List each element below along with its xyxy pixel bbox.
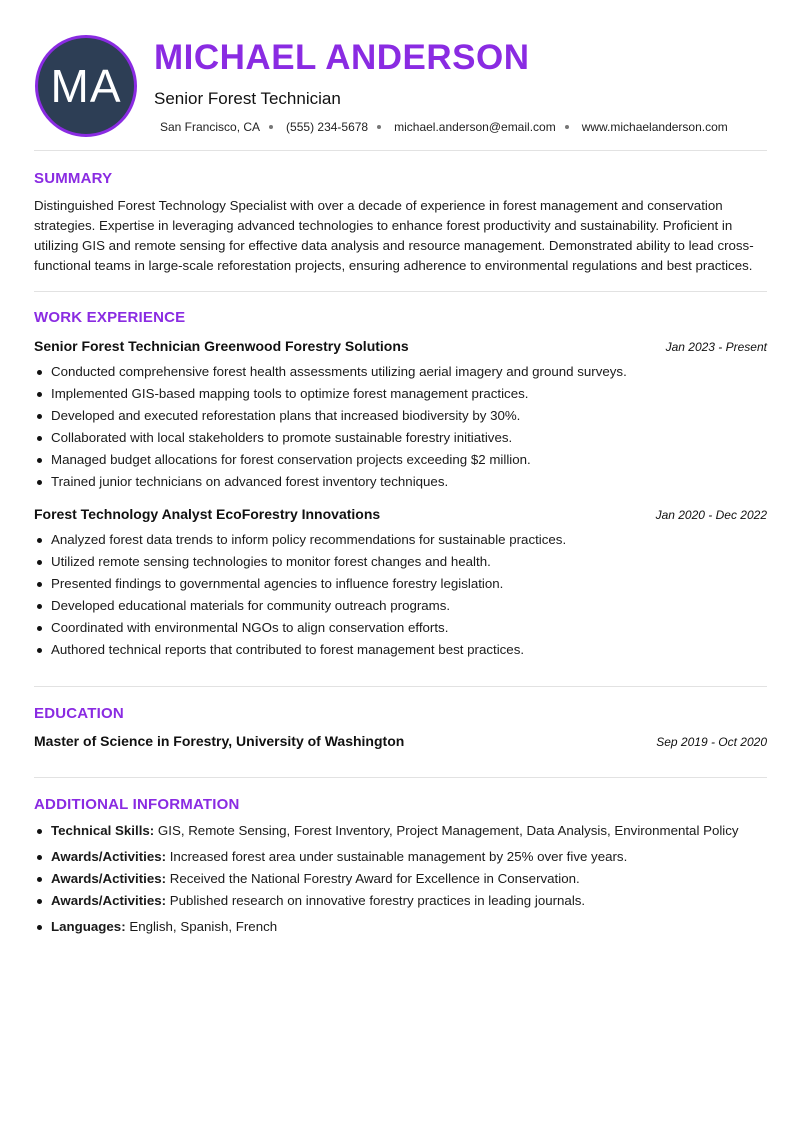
contact-bar [160,120,728,134]
list-item [34,916,767,938]
job-header [34,338,767,354]
list-item: Utilized remote sensing technologies to monitor forest changes and health. [34,551,767,573]
list-item: Collaborated with local stakeholders to promote sustainable forestry initiatives. [34,427,767,449]
list-item [34,890,767,912]
summary-heading: SUMMARY [34,170,113,187]
job-date: Jan 2023 - Present [665,340,767,354]
list-item: Developed educational materials for community outreach programs. [34,595,767,617]
list-item: Analyzed forest data trends to inform policy recommendations for sustainable practices. [34,529,767,551]
job-title: Senior Forest Technician Greenwood Forestry Solutions [34,338,409,354]
list-item [34,868,767,890]
separator-dot-icon [565,125,569,129]
job-date: Jan 2020 - Dec 2022 [655,508,767,522]
info-text: GIS, Remote Sensing, Forest Inventory, Project Management, Data Analysis, Environmental Policy [154,823,739,838]
job-header [34,506,767,522]
list-item: Authored technical reports that contributed to forest management best practices. [34,639,767,661]
contact-location: San Francisco, CA [160,120,261,134]
info-label: Awards/Activities: [51,893,167,908]
info-text: Increased forest area under sustainable management by 25% over five years. [166,849,628,864]
list-item: Implemented GIS-based mapping tools to optimize forest management practices. [34,383,767,405]
separator-dot-icon [269,125,273,129]
summary-text: Distinguished Forest Technology Specialist with over a decade of experience in forest management and conservation strategies. Expertise in leveraging advanced technologies to enhance forest productivity and sustainability. Proficient in utilizing GIS and remote sensing for effective data analysis and resource management. Demonstrated ability to lead cross-functional teams in large-scale reforestation projects, ensuring adherence to environmental regulations and best practices. [34,198,754,273]
divider [34,291,767,292]
degree: Master of Science in Forestry, University of Washington [34,733,405,749]
job-title: Forest Technology Analyst EcoForestry Innovations [34,506,381,522]
list-item [34,846,767,868]
divider [34,777,767,778]
info-label: Languages: [51,919,126,934]
separator-dot-icon [377,125,381,129]
job-bullets [34,361,767,493]
avatar-initials: MA [50,60,122,112]
list-item: Coordinated with environmental NGOs to align conservation efforts. [34,617,767,639]
list-item: Trained junior technicians on advanced forest inventory techniques. [34,471,767,493]
education-date: Sep 2019 - Oct 2020 [656,735,767,749]
info-text: Received the National Forestry Award for Excellence in Conservation. [166,871,580,886]
list-item: Presented findings to governmental agencies to influence forestry legislation. [34,573,767,595]
candidate-role: Senior Forest Technician [154,89,341,108]
list-item: Conducted comprehensive forest health assessments utilizing aerial imagery and ground surveys. [34,361,767,383]
list-item [34,820,767,842]
contact-phone[interactable]: (555) 234-5678 [286,120,369,134]
additional-info-list [34,820,767,938]
info-text: Published research on innovative forestry practices in leading journals. [166,893,586,908]
candidate-name: MICHAEL ANDERSON [154,38,530,77]
list-item: Managed budget allocations for forest conservation projects exceeding $2 million. [34,449,767,471]
info-label: Awards/Activities: [51,849,167,864]
divider [34,150,767,151]
avatar [35,35,137,137]
education-heading: EDUCATION [34,705,124,722]
info-label: Awards/Activities: [51,871,167,886]
divider [34,686,767,687]
work-experience-heading: WORK EXPERIENCE [34,309,186,326]
info-text: English, Spanish, French [125,919,278,934]
education-row [34,733,767,749]
contact-email[interactable]: michael.anderson@email.com [394,120,556,134]
contact-website[interactable]: www.michaelanderson.com [581,120,728,134]
job-bullets [34,529,767,661]
additional-info-heading: ADDITIONAL INFORMATION [34,796,240,813]
list-item: Developed and executed reforestation plans that increased biodiversity by 30%. [34,405,767,427]
info-label: Technical Skills: [51,823,155,838]
